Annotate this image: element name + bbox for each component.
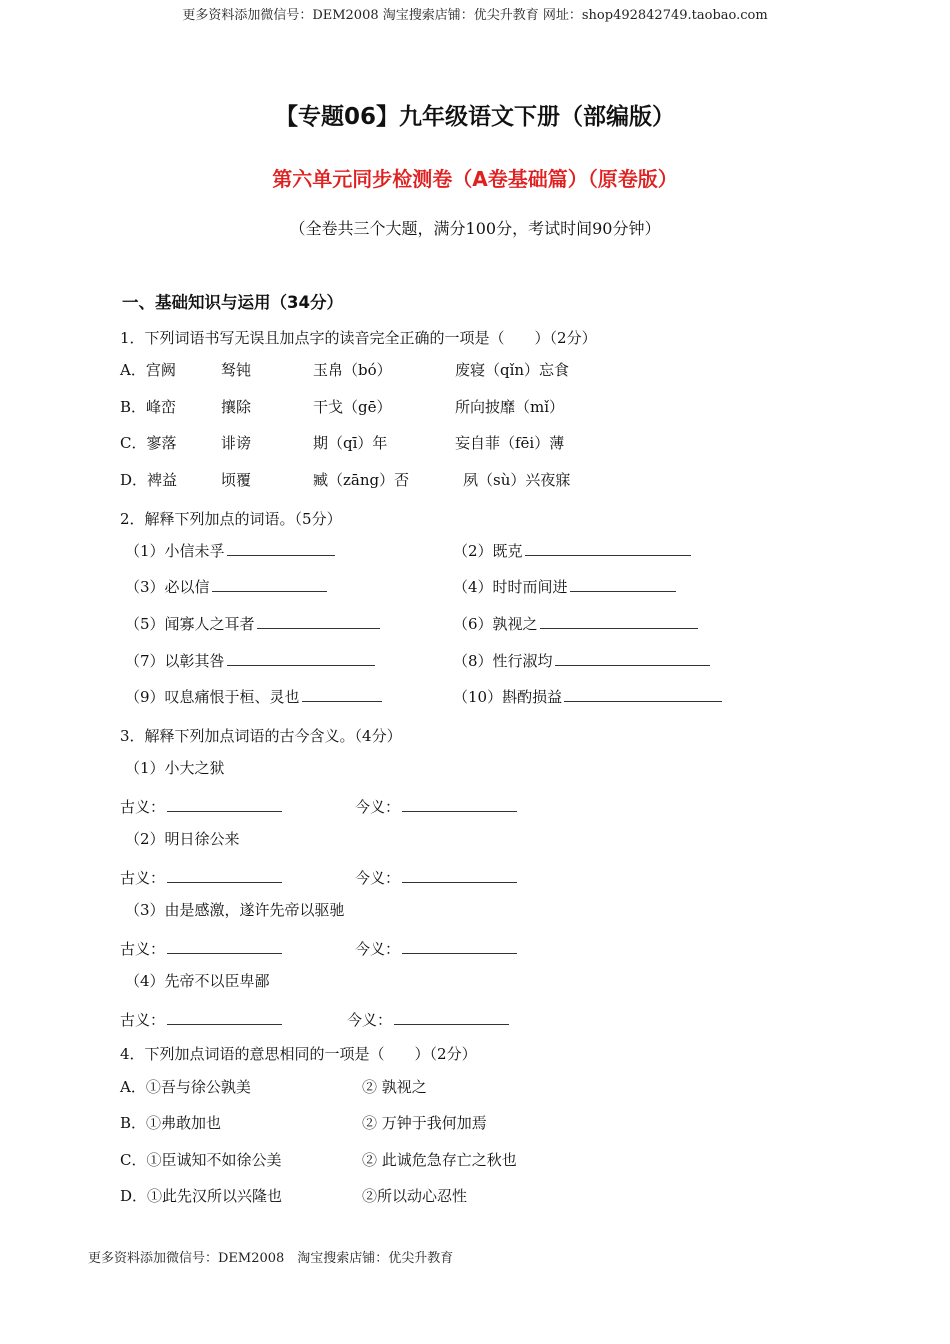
q1-option-d-2: 顷覆 xyxy=(221,471,252,489)
q1-option-b-3: 干戈（gē） xyxy=(313,398,392,416)
page-footer: 更多资料添加微信号：DEM2008 淘宝搜索店铺：优尖升教育 xyxy=(88,1251,454,1266)
q4-option-c-2: ② 此诚危急存亡之秋也 xyxy=(362,1151,517,1169)
q1-option-a-2: 驽钝 xyxy=(221,361,252,379)
exam-note: （全卷共三个大题，满分100分，考试时间90分钟） xyxy=(289,219,661,238)
q1-option-a-4: 废寝（qǐn）忘食 xyxy=(455,361,570,379)
answer-blank[interactable] xyxy=(402,797,517,812)
q1-option-b-4: 所向披靡（mǐ） xyxy=(455,398,565,416)
answer-blank[interactable] xyxy=(167,797,282,812)
q1-option-a-1: A．宫阙 xyxy=(120,361,176,379)
jin-yi-row: 今义： xyxy=(355,796,517,817)
jin-yi-row: 今义： xyxy=(355,938,517,959)
question-3-stem: 3．解释下列加点词语的古今含义。（4分） xyxy=(120,727,402,745)
q4-option-b-2: ② 万钟于我何加焉 xyxy=(362,1114,487,1132)
q4-option-d-1: D．①此先汉所以兴隆也 xyxy=(120,1187,283,1205)
gu-yi-row: 古义： xyxy=(120,867,282,888)
section-heading: 一、基础知识与运用（34分） xyxy=(122,293,343,312)
question-1-stem: 1．下列词语书写无误且加点字的读音完全正确的一项是（ ）（2分） xyxy=(120,329,597,347)
answer-blank[interactable] xyxy=(402,939,517,954)
answer-blank[interactable] xyxy=(402,868,517,883)
q2-item: （5）闻寡人之耳者 xyxy=(125,613,380,634)
answer-blank[interactable] xyxy=(394,1010,509,1025)
q2-item: （8）性行淑均 xyxy=(453,650,710,671)
answer-blank[interactable] xyxy=(564,687,722,702)
jin-yi-row: 今义： xyxy=(355,867,517,888)
q3-item: （1）小大之狱 xyxy=(125,759,225,777)
question-4-stem: 4．下列加点词语的意思相同的一项是（ ）（2分） xyxy=(120,1045,477,1063)
q1-option-a-3: 玉帛（bó） xyxy=(313,361,392,379)
q1-option-d-3: 臧（zāng）否 xyxy=(313,471,410,489)
answer-blank[interactable] xyxy=(570,577,676,592)
page-subtitle: 第六单元同步检测卷（A卷基础篇）（原卷版） xyxy=(272,167,678,191)
q4-option-a-2: ② 孰视之 xyxy=(362,1078,427,1096)
answer-blank[interactable] xyxy=(227,541,335,556)
q1-option-c-1: C．寥落 xyxy=(120,434,177,452)
q3-item: （3）由是感激，遂许先帝以驱驰 xyxy=(125,901,345,919)
answer-blank[interactable] xyxy=(257,614,380,629)
answer-blank[interactable] xyxy=(227,651,375,666)
gu-yi-row: 古义： xyxy=(120,938,282,959)
answer-blank[interactable] xyxy=(302,687,382,702)
q2-item: （6）孰视之 xyxy=(453,613,698,634)
jin-yi-row: 今义： xyxy=(347,1009,509,1030)
q2-item: （9）叹息痛恨于桓、灵也 xyxy=(125,686,382,707)
q4-option-b-1: B．①弗敢加也 xyxy=(120,1114,222,1132)
answer-blank[interactable] xyxy=(540,614,698,629)
gu-yi-row: 古义： xyxy=(120,1009,282,1030)
q1-option-b-2: 攘除 xyxy=(221,398,252,416)
answer-blank[interactable] xyxy=(167,939,282,954)
q1-option-c-2: 诽谤 xyxy=(221,434,252,452)
q1-option-d-1: D．裨益 xyxy=(120,471,178,489)
page-header: 更多资料添加微信号：DEM2008 淘宝搜索店铺：优尖升教育 网址：shop492842749.taobao.com xyxy=(182,8,768,23)
q2-item: （10）斟酌损益 xyxy=(453,686,722,707)
q4-option-c-1: C．①臣诚知不如徐公美 xyxy=(120,1151,282,1169)
q2-item: （1）小信未孚 xyxy=(125,540,335,561)
q2-item: （2）既克 xyxy=(453,540,691,561)
q4-option-d-2: ②所以动心忍性 xyxy=(362,1187,468,1205)
q3-item: （2）明日徐公来 xyxy=(125,830,240,848)
answer-blank[interactable] xyxy=(555,651,710,666)
q4-option-a-1: A．①吾与徐公孰美 xyxy=(120,1078,251,1096)
answer-blank[interactable] xyxy=(525,541,691,556)
q1-option-b-1: B．峰峦 xyxy=(120,398,177,416)
q1-option-d-4: 夙（sù）兴夜寐 xyxy=(463,471,571,489)
q2-item: （3）必以信 xyxy=(125,576,327,597)
q1-option-c-4: 妄自菲（fēi）薄 xyxy=(455,434,565,452)
answer-blank[interactable] xyxy=(167,1010,282,1025)
q2-item: （4）时时而间进 xyxy=(453,576,676,597)
q2-item: （7）以彰其咎 xyxy=(125,650,375,671)
page-title: 【专题06】九年级语文下册（部编版） xyxy=(274,104,675,130)
q1-option-c-3: 期（qī）年 xyxy=(313,434,388,452)
answer-blank[interactable] xyxy=(167,868,282,883)
answer-blank[interactable] xyxy=(212,577,327,592)
gu-yi-row: 古义： xyxy=(120,796,282,817)
q3-item: （4）先帝不以臣卑鄙 xyxy=(125,972,270,990)
question-2-stem: 2．解释下列加点的词语。（5分） xyxy=(120,510,342,528)
